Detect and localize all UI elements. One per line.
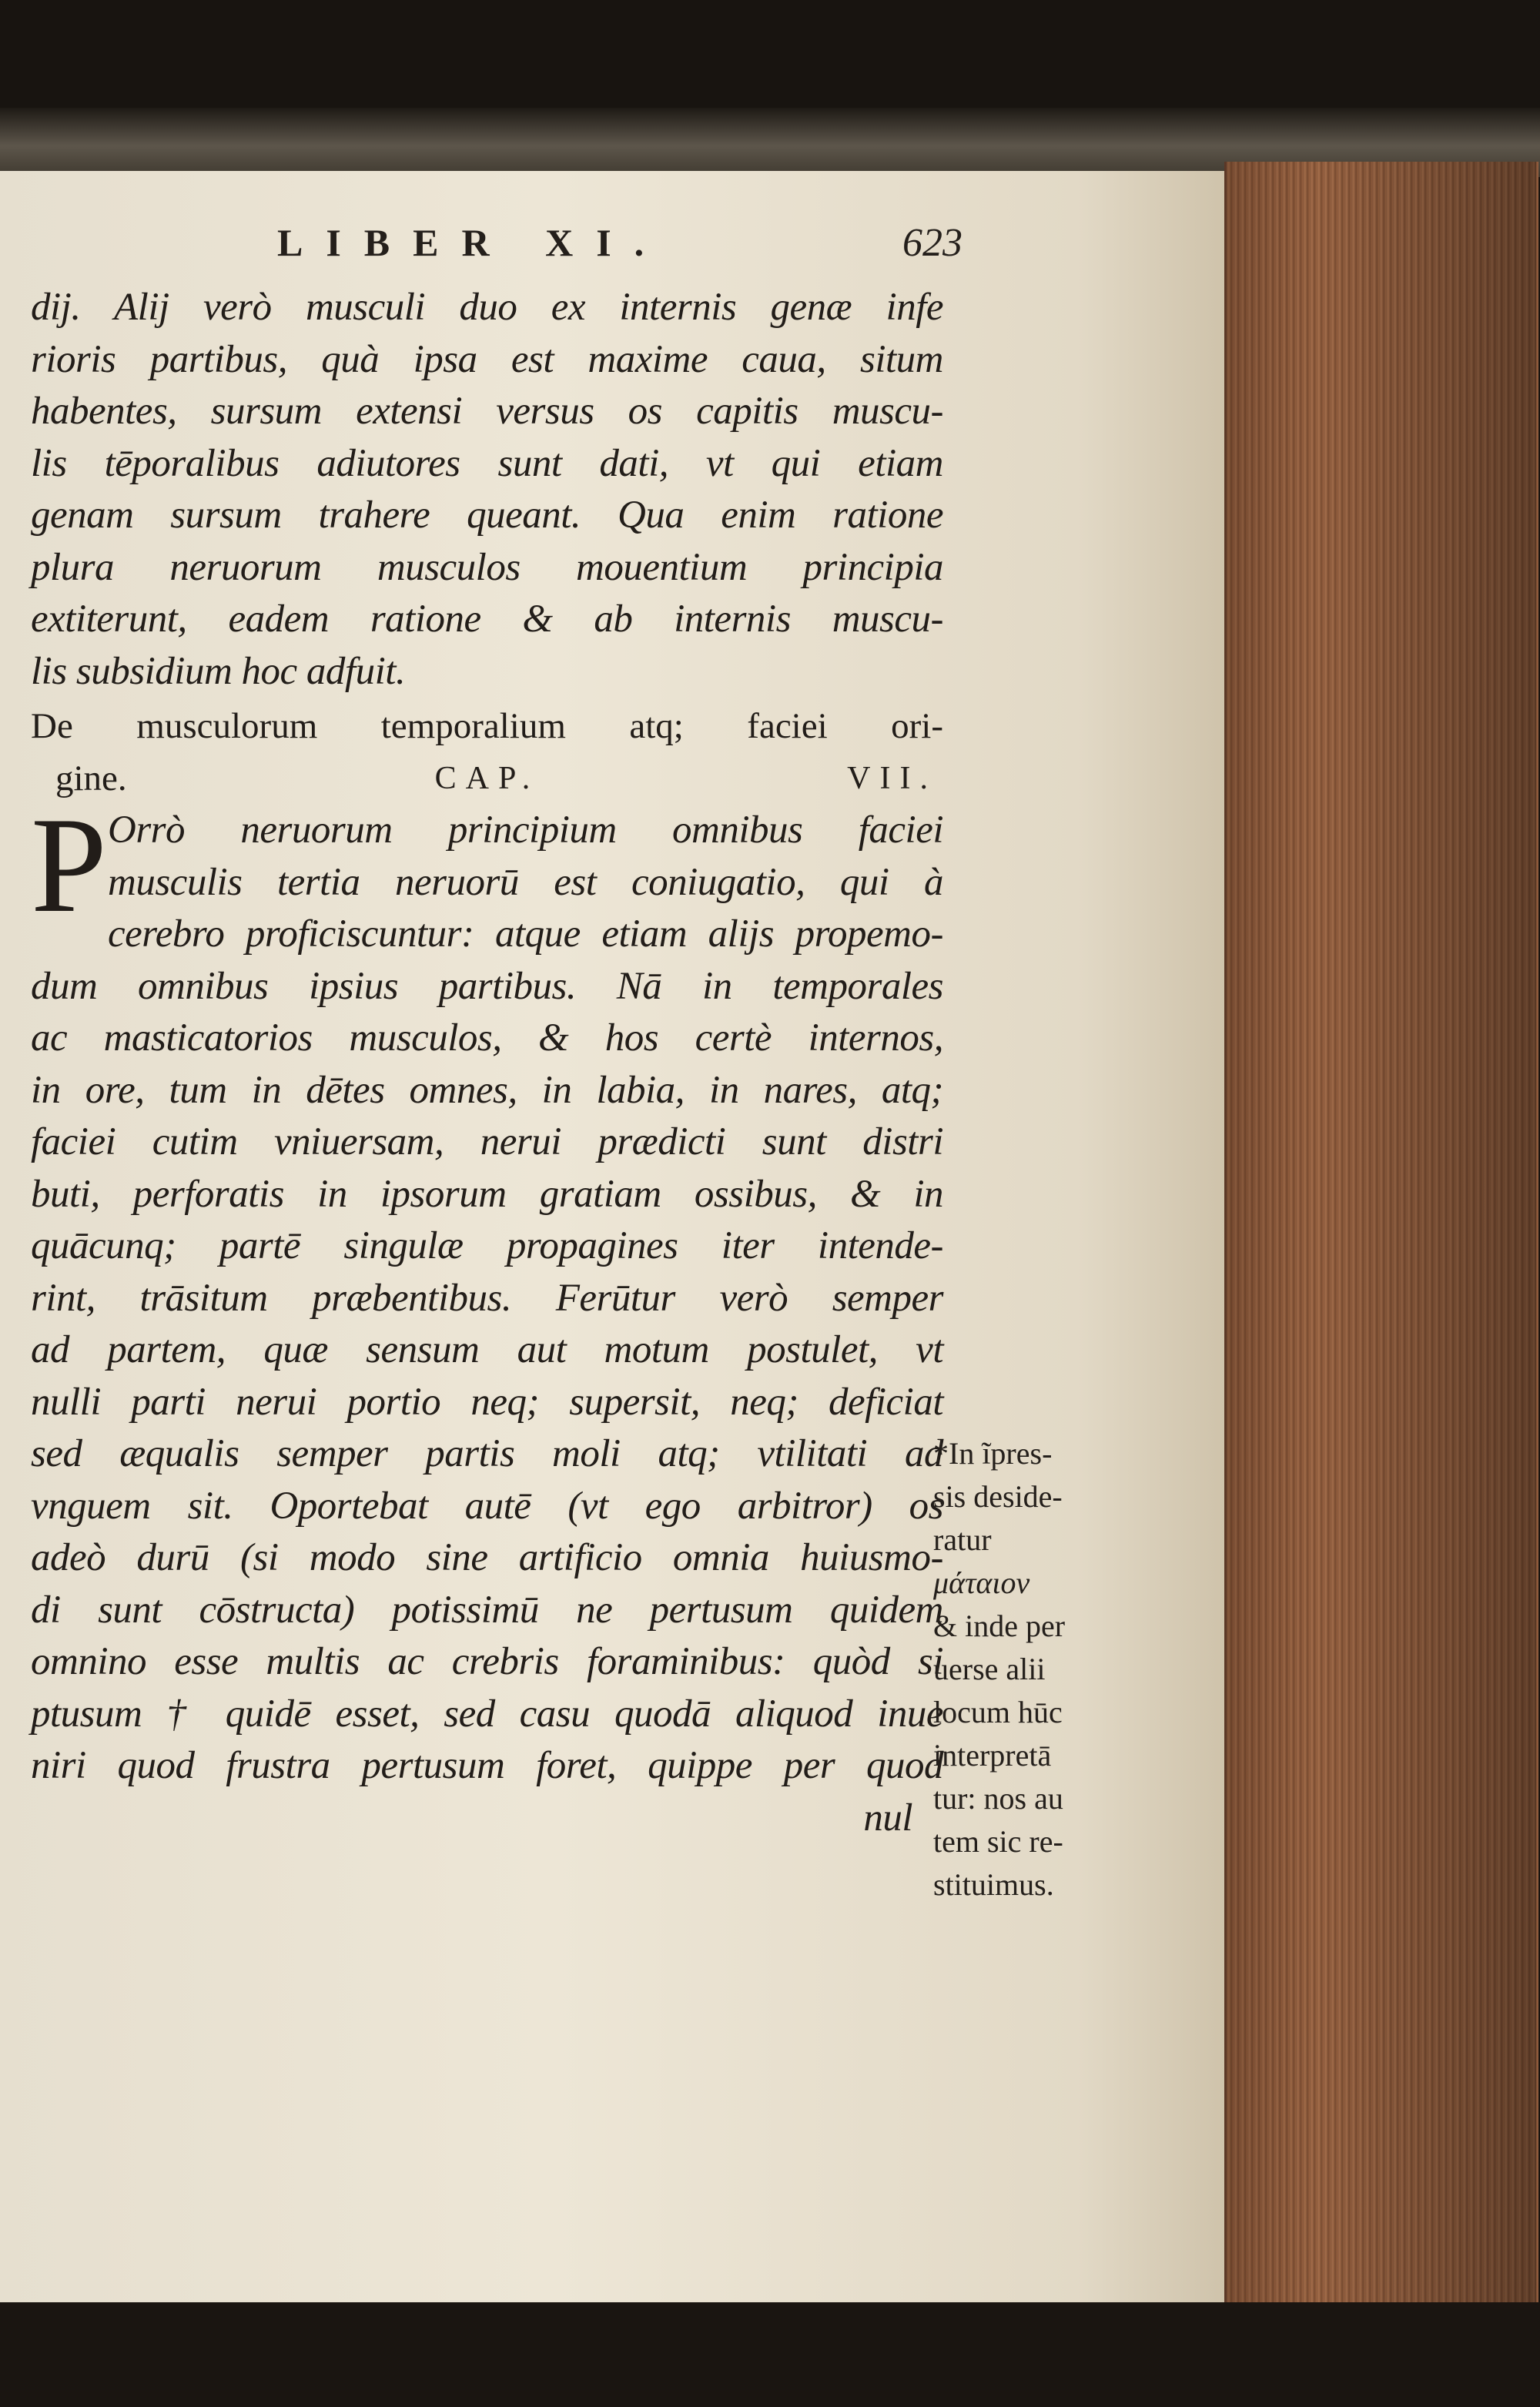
text-line: lis subsidium hoc adfuit. [31,649,406,693]
text-line: ad partem, quæ sensum aut motum postulet, vt [31,1328,943,1371]
background-bottom [0,2302,1540,2407]
main-text-block [31,282,943,1844]
text-line: in ore, tum in dētes omnes, in labia, in nares, atq; [31,1068,943,1112]
marginal-note [933,1432,1141,1907]
text-line: adeò durū (si modo sine artificio omnia huiusmo- [31,1536,943,1579]
margin-note-line: ratur [933,1522,992,1557]
text-line: rioris partibus, quà ipsa est maxime caua, situm [31,337,943,381]
text-line: plura neruorum musculos mouentium principia [31,545,943,589]
margin-note-line: sis deside- [933,1479,1063,1514]
text-line: di sunt cōstructa) potissimū ne pertusum quidem [31,1588,943,1632]
text-line: extiterunt, eadem ratione & ab internis muscu- [31,598,943,641]
text-line: Orrò neruorum principium omnibus faciei [108,808,943,852]
drop-initial: P [31,788,107,941]
chapter-number: VII. [847,760,937,796]
chapter-heading-line1: De musculorum temporalium atq; faciei ori- [31,706,943,746]
margin-note-greek: μάταιον [933,1565,1030,1600]
text-line: rint, trāsitum præbentibus. Ferūtur verò semper [31,1276,943,1320]
text-line: buti, perforatis in ipsorum gratiam ossibus, & in [31,1172,943,1216]
text-line: lis tēporalibus adiutores sunt dati, vt qui etiam [31,441,943,485]
chapter-heading-word: gine. [55,758,127,798]
page-number: 623 [902,221,962,265]
text-line: sed æqualis semper partis moli atq; vtilitati ad [31,1432,943,1475]
text-line: omnino esse multis ac crebris foraminibus: quòd si [31,1640,943,1683]
margin-note-line: & inde per [933,1609,1066,1643]
margin-note-line: uerse alii [933,1652,1046,1686]
chapter-label: CAP. [434,760,540,796]
catchword: nul [863,1796,912,1840]
margin-note-line: *In ĩpres- [933,1436,1053,1471]
text-line: cerebro proficiscuntur: atque etiam alijs propemo- [108,912,943,956]
text-line: faciei cutim vniuersam, nerui prædicti sunt distri [31,1120,943,1163]
fore-edge-shading [1224,162,1536,2310]
text-line: genam sursum trahere queant. Qua enim ratione [31,494,943,537]
text-line: vnguem sit. Oportebat autē (vt ego arbitror) os [31,1484,943,1528]
text-line: dum omnibus ipsius partibus. Nā in temporales [31,964,943,1008]
text-line: ptusum † quidē esset, sed casu quodā aliquod inue [31,1692,943,1736]
text-line: ac masticatorios musculos, & hos certè internos, [31,1016,943,1060]
text-line: nulli parti nerui portio neq; supersit, neq; deficiat [31,1380,943,1424]
chapter-heading-line2 [31,753,943,805]
text-line: niri quod frustra pertusum foret, quippe per quod [31,1744,943,1787]
margin-note-line: interpretā [933,1738,1052,1773]
text-line: dij. Alij verò musculi duo ex internis genæ infe [31,286,943,329]
margin-note-line: stituimus. [933,1867,1054,1902]
margin-note-line: locum hūc [933,1695,1063,1729]
text-line: musculis tertia neruorū est coniugatio, qui à [108,860,943,904]
running-head: LIBER XI. [277,221,668,264]
margin-note-line: tem sic re- [933,1824,1063,1859]
margin-note-line: tur: nos au [933,1781,1063,1816]
text-line: quācunq; partē singulæ propagines iter intende- [31,1224,943,1267]
text-line: habentes, sursum extensi versus os capitis muscu- [31,390,943,433]
